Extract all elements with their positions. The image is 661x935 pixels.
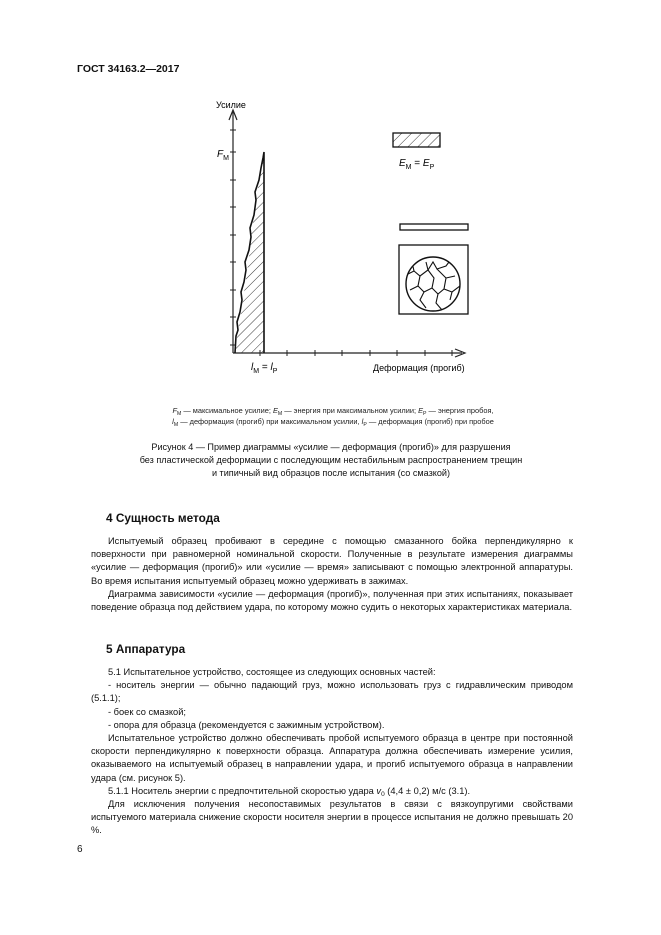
y-axis-label: Усилие: [216, 100, 246, 110]
section-4-paragraph-1: Испытуемый образец пробивают в середине с помощью смазанного бойка перпендикулярно к поверхности при равномерной номинальной скорости. Полученные в результате измерения диаграммы «усилие — деформация (прогиб)» или «усилие — время» записывают с помощью электронной аппаратуры. Во время испытания испытуемый образец можно удерживать в зажимах.: [91, 536, 573, 586]
figure-caption: [86, 441, 576, 480]
x-axis-label: Деформация (прогиб): [373, 363, 465, 373]
caption-line-3: и типичный вид образцов после испытания (со смазкой): [211, 468, 451, 478]
force-deformation-figure: [0, 0, 661, 400]
section-5-paragraph-2: Испытательное устройство должно обеспечивать пробой испытуемого образца в центре при постоянной скорости перпендикулярно к поверхности образца. Аппаратура должна обеспечивать измерение усилия, оказываемого на испытуемый образец в направлении удара, и прогиб испытуемого образца в направлении удара (см. рисунок 5).: [91, 733, 573, 783]
page-number: 6: [77, 844, 83, 855]
section-4-heading: 4 Сущность метода: [106, 511, 220, 525]
caption-line-2: без пластической деформации с последующим нестабильным распространением трещин: [139, 455, 523, 465]
specimen-side-hatched: [393, 133, 440, 147]
section-5-heading: 5 Аппаратура: [106, 642, 186, 656]
section-5-paragraph-4: Для исключения получения несопоставимых результатов в связи с вязкоупругими свойствами испытуемого материала снижение скорости носителя энергии в процессе испытания не должно превышать 20 %.: [91, 799, 573, 836]
section-5-paragraph-3: 5.1.1 Носитель энергии с предпочтительной скоростью удара $v_0$ (4,4 ± 0,2) м/с (3.1).: [108, 785, 471, 798]
legend-line-1: $F_M$ — максимальное усилие; $E_M$ — энергия при максимальном усилии; $E_P$ — энергия пробоя,: [172, 406, 494, 417]
document-code: ГОСТ 34163.2—2017: [77, 63, 180, 75]
section-5-body: [91, 666, 573, 838]
section-4-paragraph-2: Диаграмма зависимости «усилие — деформация (прогиб)», полученная при этих испытаниях, показывает поведение образца под действием удара, по которому можно судить о некоторых характеристиках материала.: [91, 588, 573, 613]
specimen-side-view: [400, 224, 468, 230]
energy-area: [235, 152, 264, 353]
section-5-list-item-1: - носитель энергии — обычно падающий груз, можно использовать груз с гидравлическим приводом (5.1.1);: [91, 680, 573, 704]
section-4-body: [91, 535, 573, 614]
em-ep-label: $E_M = E_P$: [399, 158, 435, 171]
figure-legend: [108, 405, 558, 427]
section-5-paragraph-1: 5.1 Испытательное устройство, состоящее из следующих основных частей:: [108, 667, 436, 677]
legend-line-2: $l_M$ — деформация (прогиб) при максимальном усилии, $l_P$ — деформация (прогиб) при пробое: [172, 417, 494, 428]
section-5-list-item-3: - опора для образца (рекомендуется с зажимным устройством).: [108, 719, 385, 730]
caption-line-1: Рисунок 4 — Пример диаграммы «усилие — деформация (прогиб)» для разрушения: [151, 442, 511, 452]
section-5-list-item-2: - боек со смазкой;: [108, 706, 186, 717]
fm-label: $F_M$: [217, 149, 229, 162]
lm-lp-label: $l_M = l_P$: [251, 362, 278, 375]
